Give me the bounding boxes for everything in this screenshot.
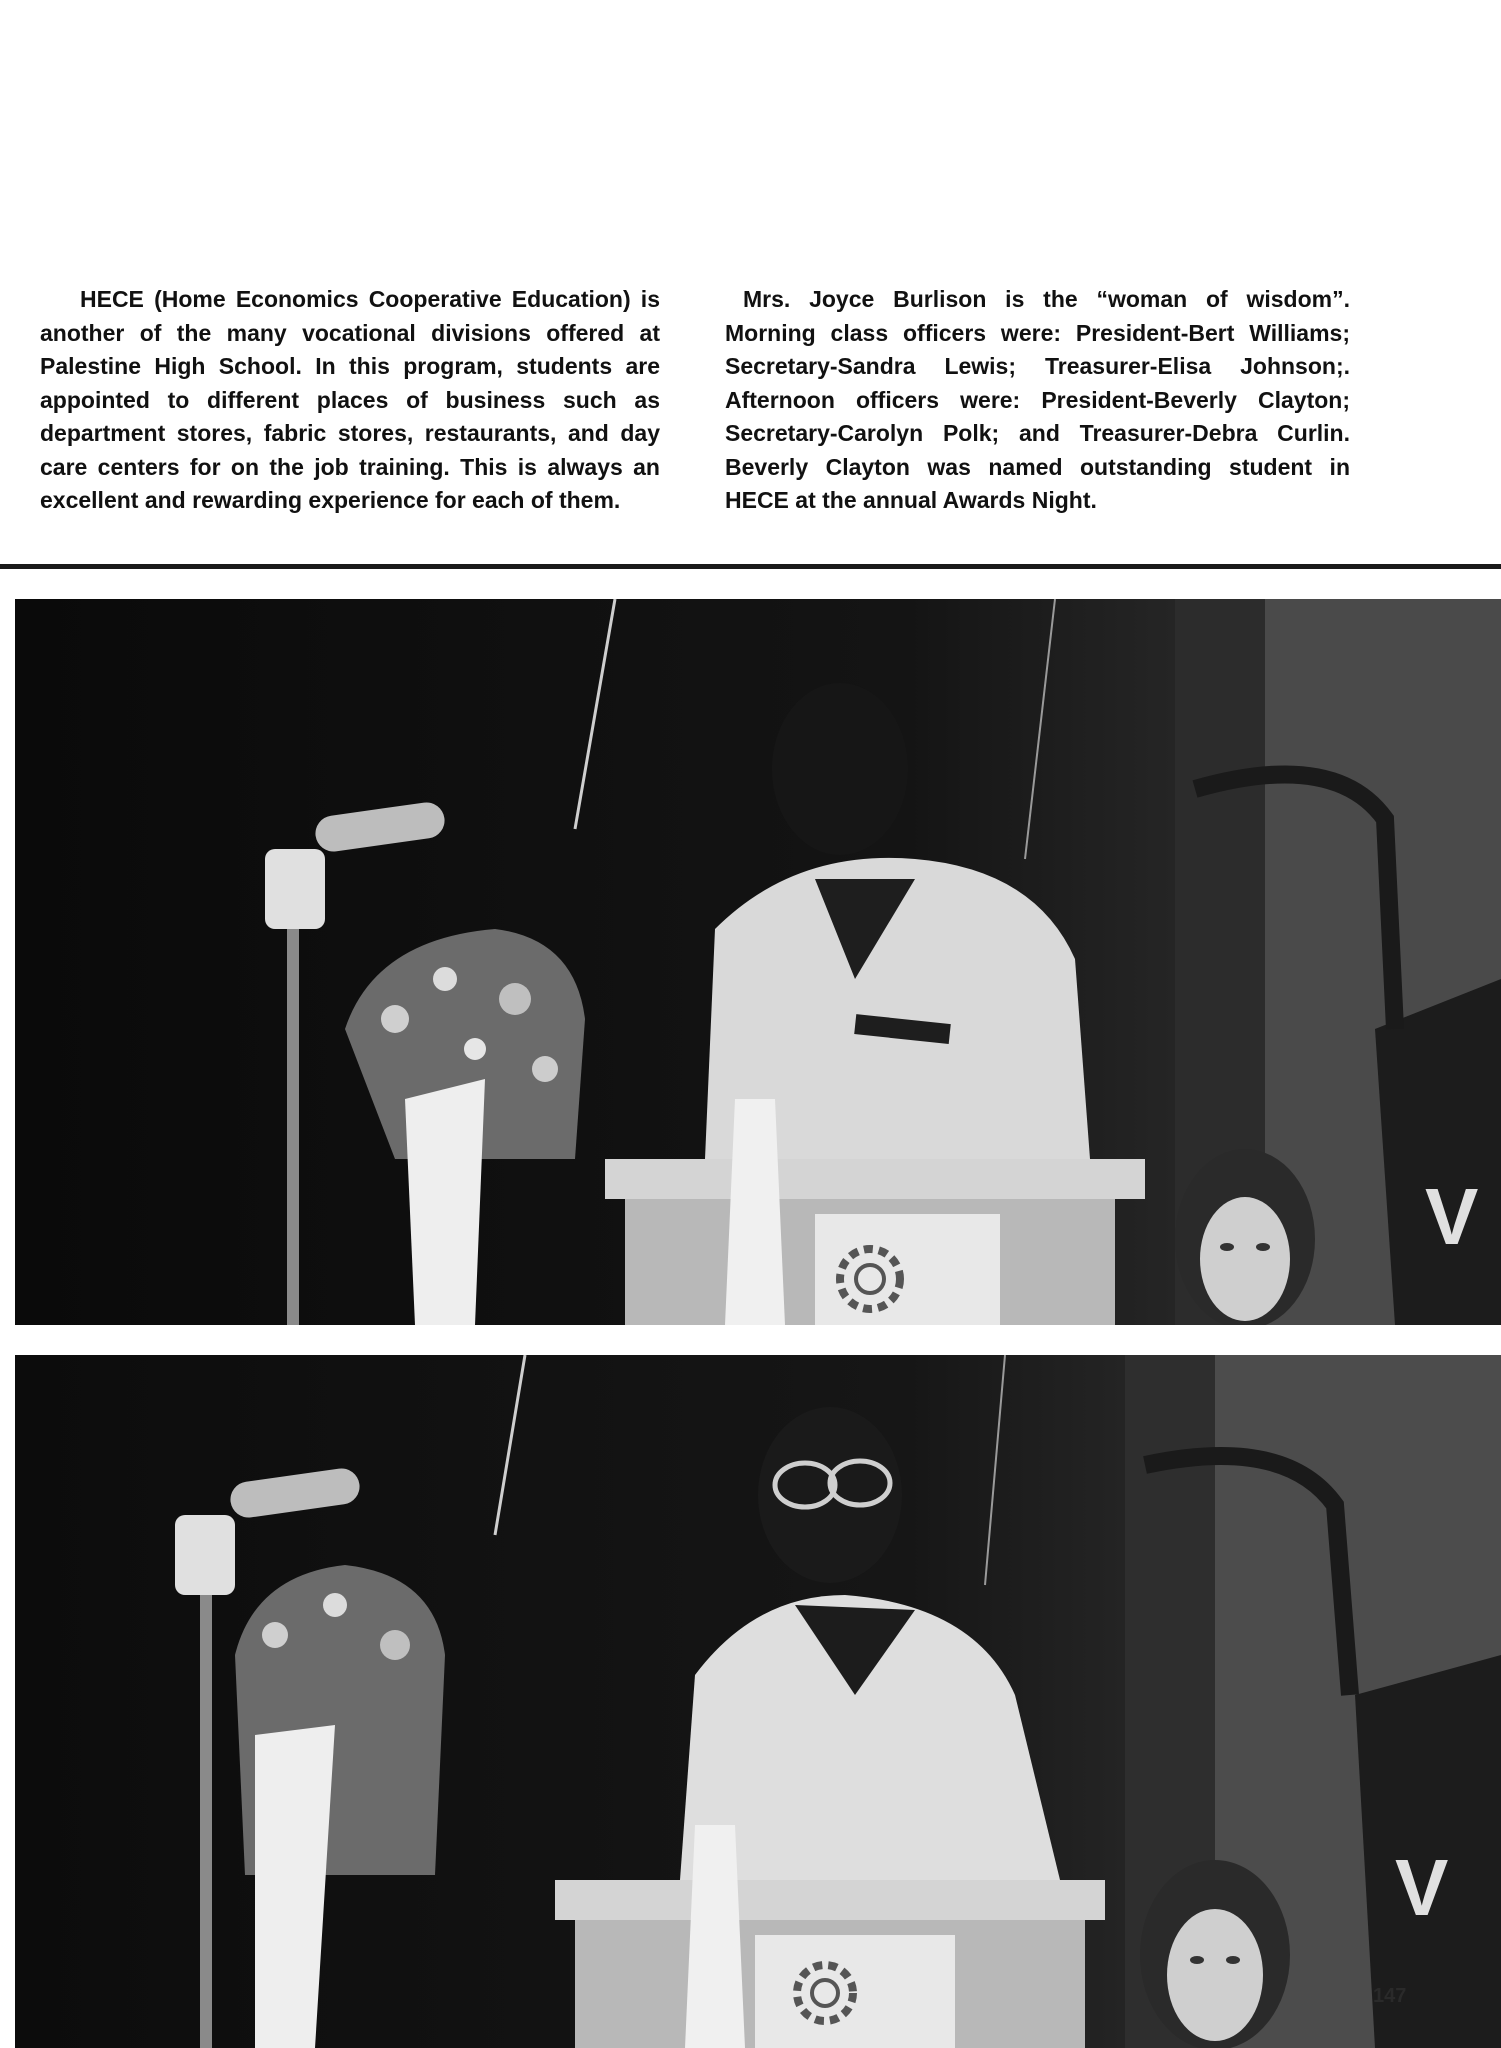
- page-number: 147: [1373, 1985, 1407, 2007]
- banner: [1375, 979, 1501, 1325]
- horizontal-divider: [0, 564, 1501, 569]
- photo-speaker-at-podium-bottom: [15, 1355, 1501, 2048]
- photo-bottom-illustration: [15, 1355, 1501, 2048]
- banner-letter: V: [1395, 1843, 1449, 1932]
- seated-student: [1140, 1860, 1290, 2048]
- intro-paragraph: HECE (Home Economics Cooperative Education) is another of the many vocational divisions offered at Palestine High School. In this program, students are appointed to different places of business such as department stores, fabric stores, restaurants, and day care centers for on the job training. This is always an excellent and rewarding experience for each of them.: [40, 286, 660, 513]
- banner-letter: V: [1425, 1172, 1479, 1261]
- officers-paragraph: Mrs. Joyce Burlison is the “woman of wisdom”. Morning class officers were: President-Bert Williams; Secretary-Sandra Lewis; Treasurer-Elisa Johnson;. Afternoon officers were: President-Beverly Clayton; Secretary-Carolyn Polk; and Treasurer-Debra Curlin. Beverly Clayton was named outstanding student in HECE at the annual Awards Night.: [725, 286, 1350, 513]
- seated-student: [1175, 1149, 1315, 1325]
- photo-top-illustration: [15, 599, 1501, 1325]
- photo-speaker-at-podium-top: [15, 599, 1501, 1325]
